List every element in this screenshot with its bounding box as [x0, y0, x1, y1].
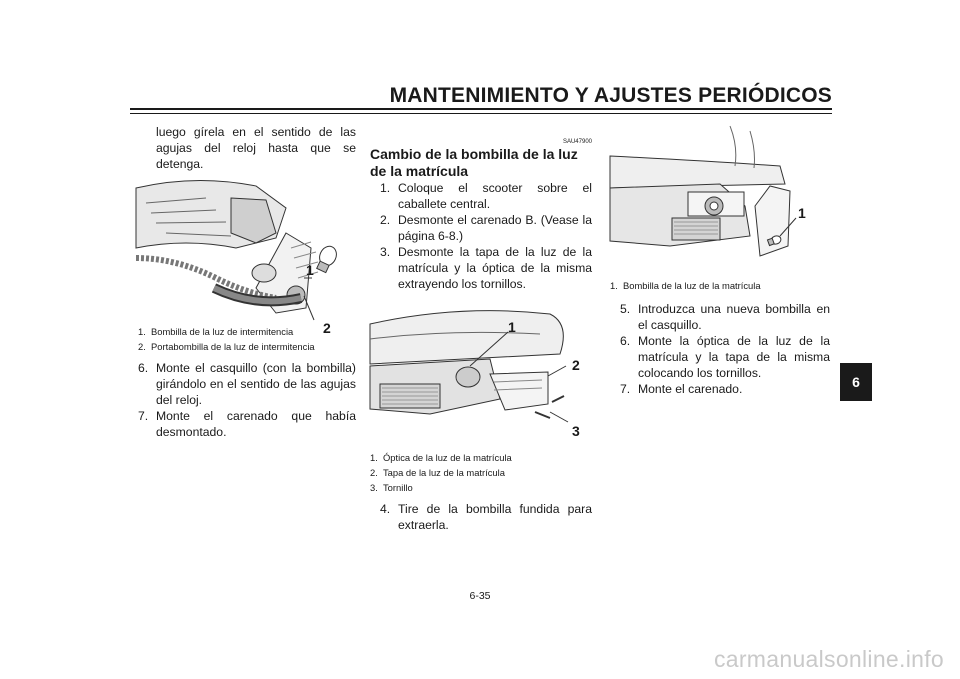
step-item: 7. Monte el carenado que había desmontado. — [138, 409, 356, 439]
step-item: 4. Tire de la bombilla fundida para extraerla. — [380, 502, 592, 532]
caption-row: 2. Portabombilla de la luz de intermitencia — [138, 341, 315, 352]
step-item: 5. Introduzca una nueva bombilla en el casquillo. — [620, 302, 830, 332]
chapter-tab[interactable]: 6 — [840, 363, 872, 401]
figure-number-3: 3 — [572, 423, 580, 439]
caption-row: 3. Tornillo — [370, 482, 413, 493]
figure-caption — [610, 278, 830, 293]
page-number: 6-35 — [469, 590, 491, 602]
figure-number-1: 1 — [508, 319, 516, 335]
left-steps — [138, 360, 356, 440]
figure-caption — [370, 450, 592, 495]
figure-number-2: 2 — [323, 320, 331, 336]
step-item: 3. Desmonte la tapa de la luz de la matrícula y la óptica de la misma extrayendo los tornillos. — [380, 245, 592, 291]
middle-steps-after — [370, 501, 592, 533]
left-intro-text: luego gírela en el sentido de las agujas del reloj hasta que se detenga. — [156, 125, 356, 171]
license-plate-light-illustration — [370, 304, 592, 444]
header-rule-thin — [130, 113, 832, 114]
right-steps — [610, 301, 830, 397]
step-item: 6. Monte la óptica de la luz de la matrícula y la tapa de la misma colocando los tornillos. — [620, 334, 830, 380]
watermark-link[interactable]: carmanualsonline.info — [713, 646, 944, 672]
license-plate-bulb-illustration — [610, 126, 830, 266]
middle-steps — [370, 180, 592, 292]
step-item: 1. Coloque el scooter sobre el caballete central. — [380, 181, 592, 211]
figure-number-2: 2 — [572, 357, 580, 373]
step-item: 6. Monte el casquillo (con la bombilla) girándolo en el sentido de las agujas del reloj. — [138, 361, 356, 407]
step-item: 2. Desmonte el carenado B. (Vease la página 6-8.) — [380, 213, 592, 243]
header-rule-thick — [130, 108, 832, 110]
left-column — [138, 124, 356, 440]
caption-row: 1. Óptica de la luz de la matrícula — [370, 452, 512, 463]
caption-row: 1. Bombilla de la luz de intermitencia — [138, 326, 294, 337]
section-code: SAU47900 — [562, 139, 592, 145]
figure-number-1: 1 — [798, 205, 806, 221]
caption-row: 1. Bombilla de la luz de la matrícula — [610, 280, 761, 291]
step-item: 7. Monte el carenado. — [620, 382, 743, 396]
caption-row: 2. Tapa de la luz de la matrícula — [370, 467, 505, 478]
middle-column — [370, 138, 592, 533]
figure-number-1: 1 — [306, 262, 314, 278]
section-title: Cambio de la bombilla de la luz de la matrícula — [370, 146, 578, 179]
right-column — [610, 126, 830, 397]
page-title: MANTENIMIENTO Y AJUSTES PERIÓDICOS — [389, 84, 832, 107]
